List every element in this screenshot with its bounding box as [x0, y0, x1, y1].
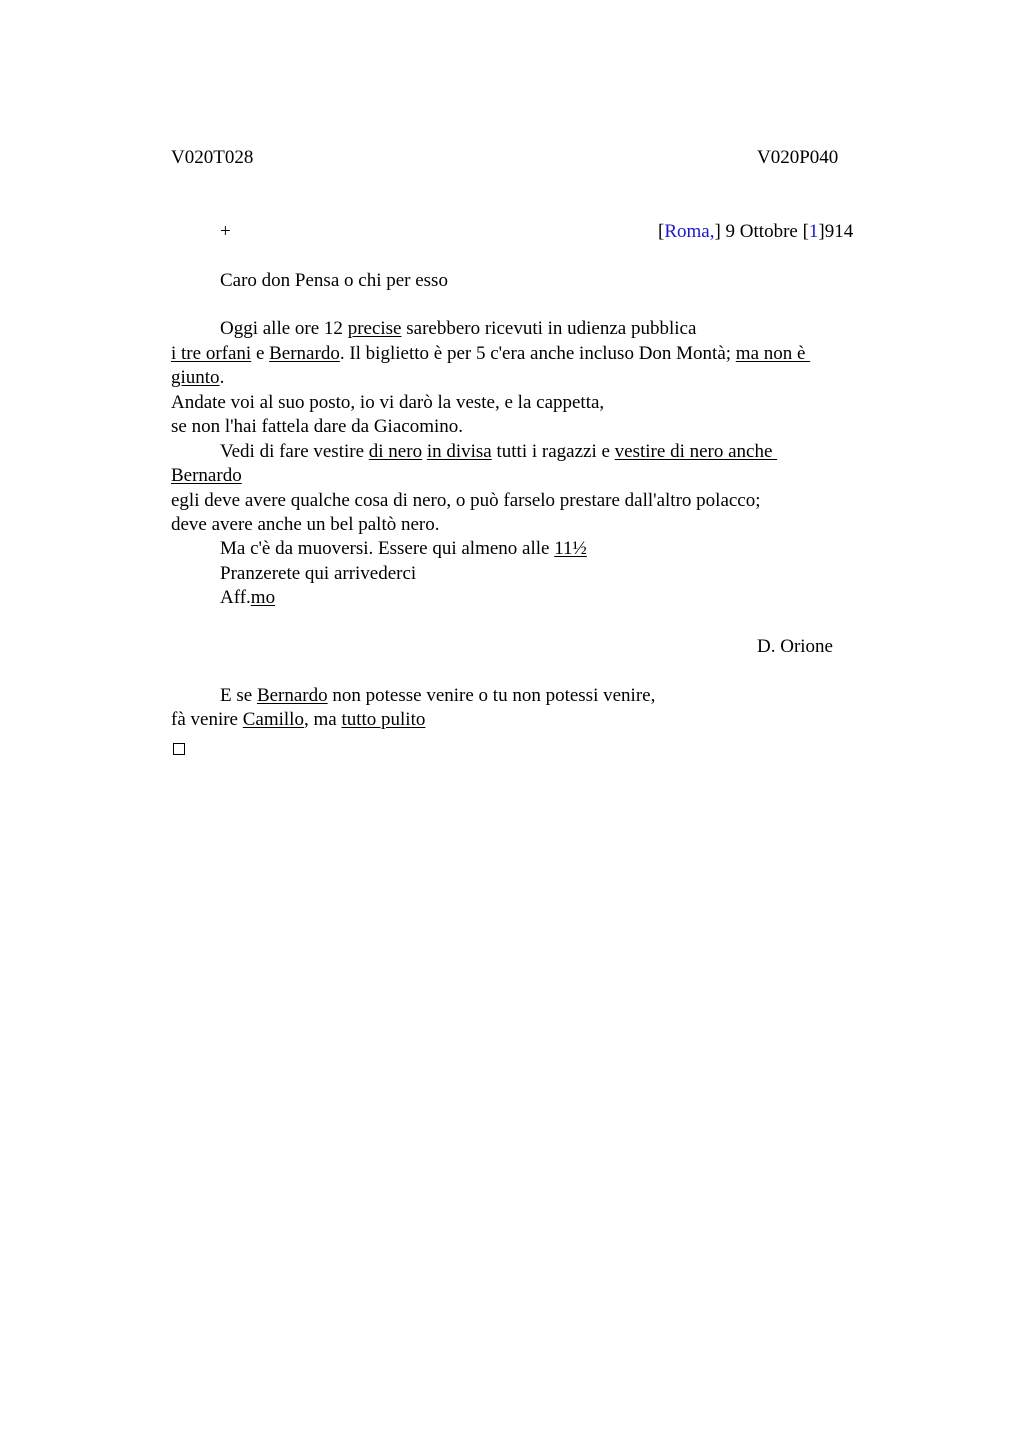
text: fà venire: [171, 709, 243, 730]
body-line: [171, 342, 810, 366]
underlined-text: 11½: [554, 538, 587, 559]
letter-date: [658, 220, 853, 244]
body-line: se non l'hai fattela dare da Giacomino.: [171, 416, 464, 437]
body-line: Pranzerete qui arrivederci: [220, 563, 417, 584]
underlined-text: Bernardo: [256, 685, 328, 706]
body-line: [171, 464, 242, 488]
body-line: egli deve avere qualche cosa di nero, o può farselo prestare dall'altro polacco;: [171, 490, 761, 511]
body-line: [220, 440, 777, 464]
underlined-text: giunto: [171, 367, 220, 388]
text: non potesse venire o tu non potessi venire,: [327, 685, 656, 706]
body-line: Andate voi al suo posto, io vi darò la veste, e la cappetta,: [171, 392, 605, 413]
underlined-text: Bernardo: [269, 343, 340, 364]
body-line: [220, 537, 587, 561]
signature: D. Orione: [757, 636, 833, 657]
document-code-right: V020P040: [757, 147, 839, 168]
text: .: [219, 367, 225, 388]
editorial-year-digit: 1: [808, 221, 819, 242]
text: sarebbero ricevuti in udienza pubblica: [401, 318, 697, 339]
underlined-text: Camillo: [242, 709, 304, 730]
underlined-text: mo: [250, 587, 276, 608]
body-line: [171, 366, 224, 390]
document-code-left: V020T028: [171, 147, 254, 168]
postscript-line: [220, 684, 655, 708]
body-line: deve avere anche un bel paltò nero.: [171, 514, 440, 535]
date-text: 9 Ottobre: [720, 221, 803, 242]
year-text: ]914: [818, 221, 854, 242]
text: E se: [220, 685, 257, 706]
underlined-text: precise: [347, 318, 402, 339]
text: Aff.: [220, 587, 251, 608]
editorial-place: Roma,: [664, 221, 715, 242]
underlined-text: i tre orfani: [171, 343, 252, 364]
text: Oggi alle ore 12: [220, 318, 348, 339]
cross-symbol: +: [220, 221, 231, 242]
text: Ma c'è da muoversi. Essere qui almeno alle: [220, 538, 555, 559]
text: Vedi di fare vestire: [220, 441, 369, 462]
postscript-line: [171, 708, 425, 732]
closing: [220, 586, 275, 610]
underlined-text: Bernardo: [171, 465, 242, 486]
underlined-text: tutto pulito: [341, 709, 426, 730]
end-square-icon: [173, 738, 185, 762]
bracket-close: ]: [714, 221, 721, 242]
text: e: [251, 343, 270, 364]
text: . Il biglietto è per 5 c'era anche incluso Don Montà;: [339, 343, 736, 364]
bracket-open: [: [802, 221, 809, 242]
body-line: [220, 317, 696, 341]
underlined-text: ma non è: [735, 343, 811, 364]
underlined-text: di nero: [368, 441, 423, 462]
text: tutti i ragazzi e: [491, 441, 615, 462]
underlined-text: in divisa: [426, 441, 492, 462]
text: , ma: [303, 709, 342, 730]
bracket-open: [: [658, 221, 665, 242]
underlined-text: vestire di nero anche: [614, 441, 778, 462]
salutation: Caro don Pensa o chi per esso: [220, 270, 448, 291]
